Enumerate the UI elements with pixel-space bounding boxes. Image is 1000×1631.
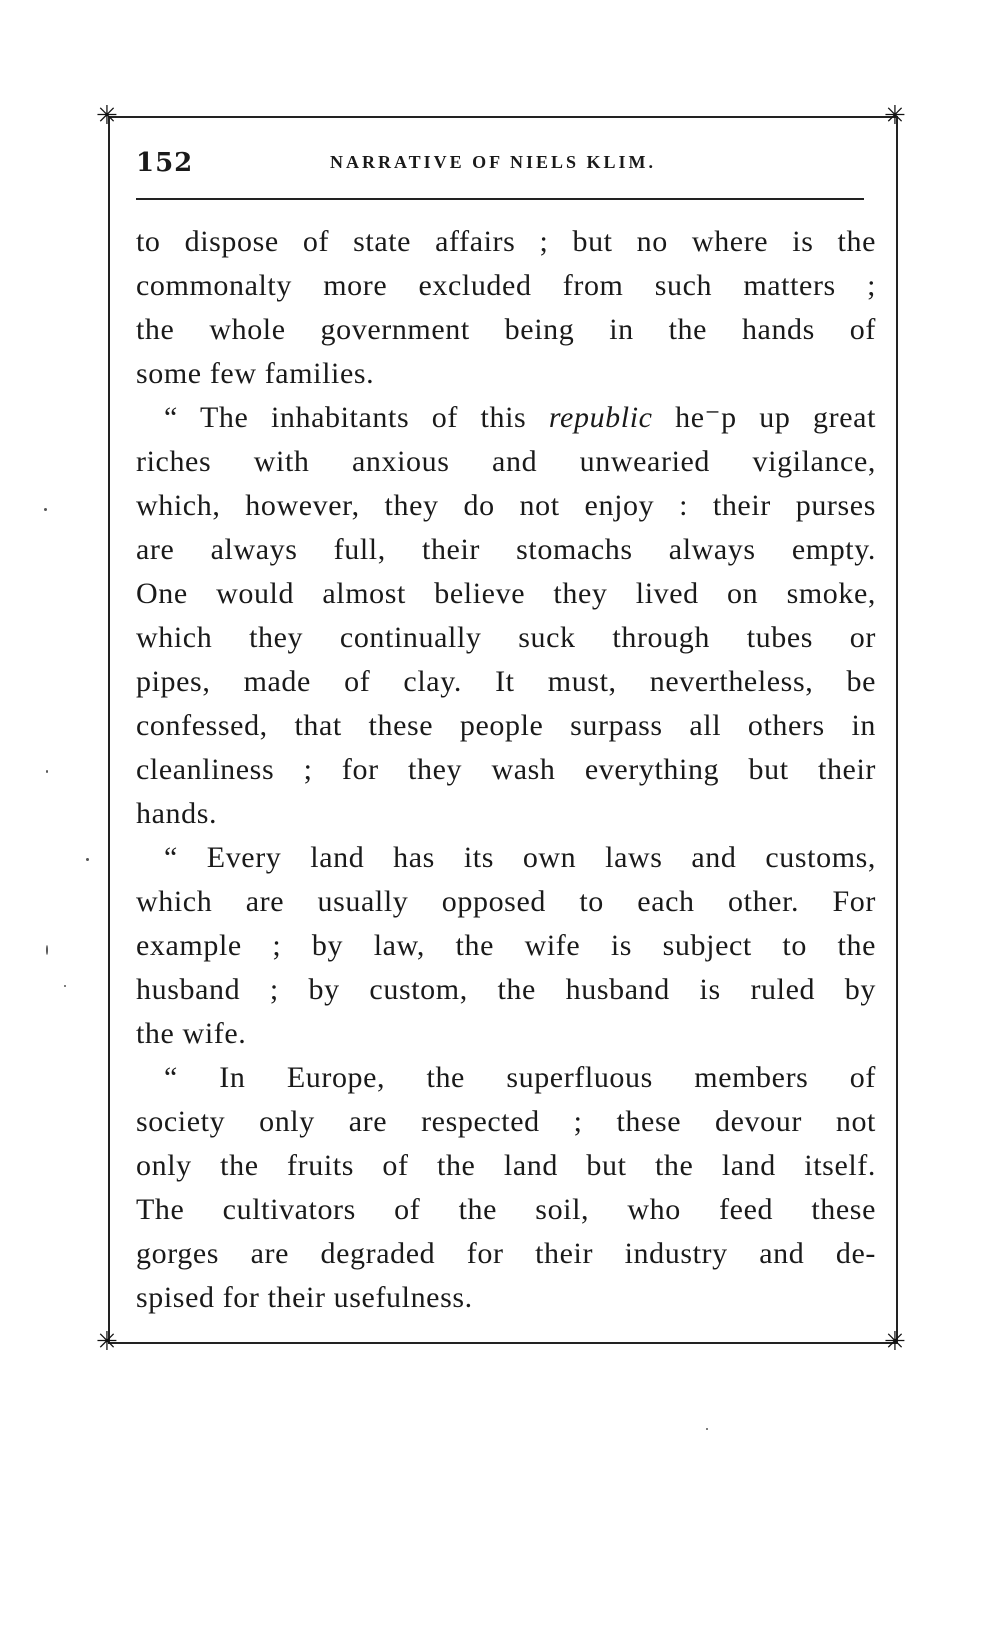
- text-line: spised for their usefulness.: [136, 1281, 473, 1314]
- text-line-with-italic: [136, 396, 876, 440]
- text-line: gorges are degraded for their industry and de-: [136, 1237, 876, 1270]
- top-border-rule: [110, 116, 896, 118]
- text-line: some few families.: [136, 357, 375, 390]
- text-line: which they continually suck through tubes or: [136, 621, 876, 654]
- text-line: The cultivators of the soil, who feed these: [136, 1193, 876, 1226]
- body-text: [136, 220, 876, 1320]
- text-line: riches with anxious and unwearied vigilance,: [136, 445, 876, 478]
- text-line: commonalty more excluded from such matters ;: [136, 269, 876, 302]
- text-line: “ Every land has its own laws and customs,: [164, 841, 876, 874]
- paragraph-3: [136, 836, 876, 1056]
- right-border-rule: [896, 116, 898, 1344]
- paragraph-1: [136, 220, 876, 396]
- running-title: NARRATIVE OF NIELS KLIM.: [330, 152, 657, 172]
- print-speck: [46, 770, 48, 773]
- text-line: One would almost believe they lived on smoke,: [136, 577, 876, 610]
- header-rule: [136, 198, 864, 200]
- text-line: “ In Europe, the superfluous members of: [164, 1061, 876, 1094]
- text-line: hands.: [136, 797, 218, 830]
- page-number: 152: [136, 148, 194, 178]
- text-line: confessed, that these people surpass all others in: [136, 709, 876, 742]
- bottom-right-star-ornament: ✳: [884, 1327, 906, 1357]
- text-line-end: he⁻p up great: [652, 401, 876, 434]
- text-line: which, however, they do not enjoy : their purses: [136, 489, 876, 522]
- text-line: society only are respected ; these devour not: [136, 1105, 876, 1138]
- text-line: only the fruits of the land but the land itself.: [136, 1149, 876, 1182]
- italic-word: republic: [548, 401, 653, 434]
- left-border-rule: [108, 116, 110, 1344]
- top-left-star-ornament: ✳: [96, 101, 118, 131]
- text-line-start: “ The inhabitants of this: [164, 401, 549, 434]
- print-speck: [64, 985, 66, 987]
- text-line: the wife.: [136, 1017, 247, 1050]
- print-speck: [44, 508, 47, 511]
- text-line: example ; by law, the wife is subject to the: [136, 929, 876, 962]
- text-line: the whole government being in the hands of: [136, 313, 876, 346]
- bottom-left-star-ornament: ✳: [96, 1327, 118, 1357]
- print-speck: [706, 1428, 708, 1430]
- print-speck: [86, 858, 89, 861]
- top-right-star-ornament: ✳: [884, 101, 906, 131]
- text-line: to dispose of state affairs ; but no where is the: [136, 225, 876, 258]
- text-line: which are usually opposed to each other. For: [136, 885, 876, 918]
- bottom-border-rule: [110, 1342, 896, 1344]
- text-line: cleanliness ; for they wash everything but their: [136, 753, 876, 786]
- text-line: husband ; by custom, the husband is ruled by: [136, 973, 876, 1006]
- paragraph-4: [136, 1056, 876, 1320]
- text-line: pipes, made of clay. It must, nevertheless, be: [136, 665, 876, 698]
- print-speck: [46, 945, 48, 955]
- text-line: are always full, their stomachs always empty.: [136, 533, 876, 566]
- paragraph-2: [136, 396, 876, 836]
